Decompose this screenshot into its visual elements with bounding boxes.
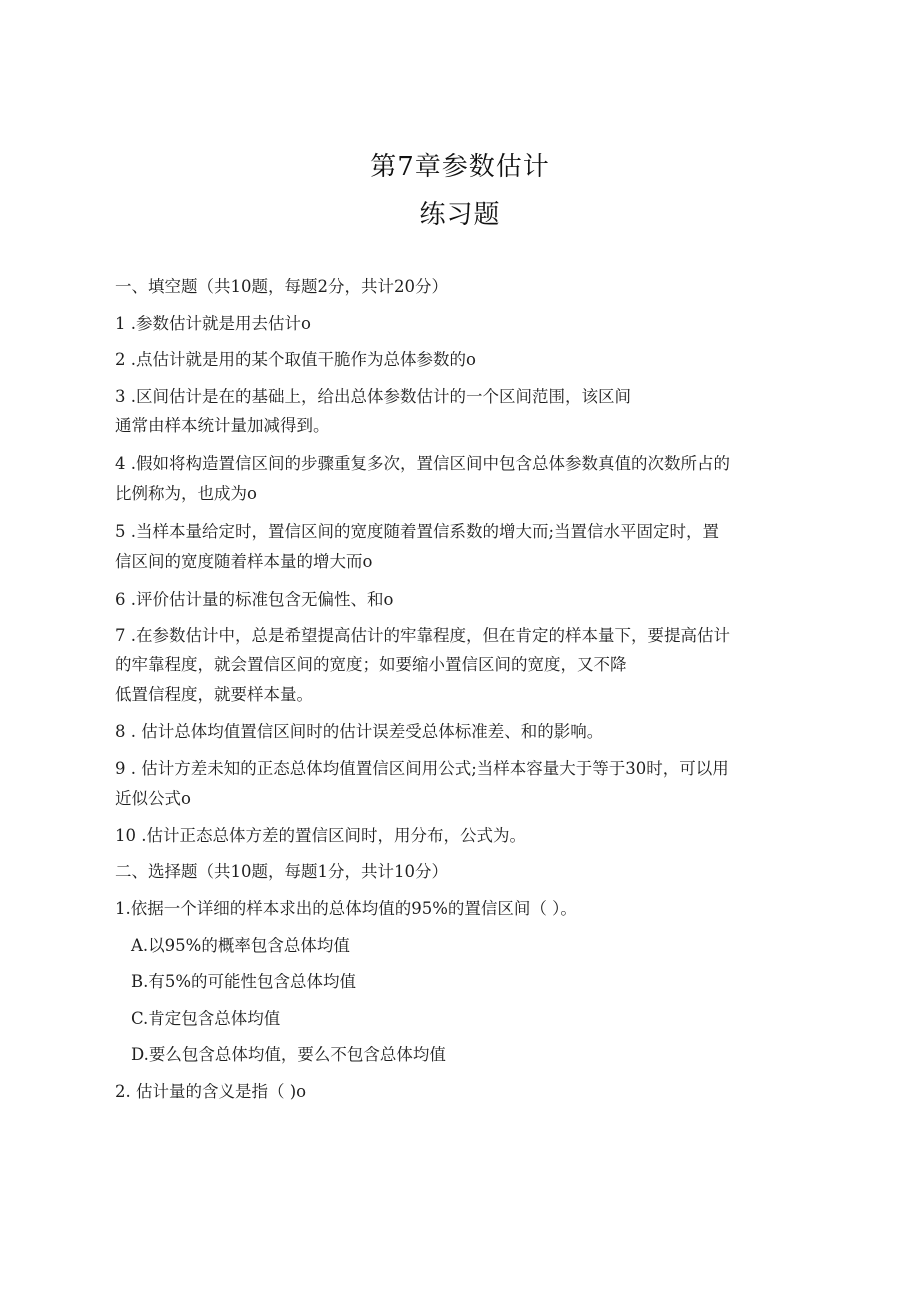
question-7-line-1: 7 .在参数估计中，总是希望提高估计的牢靠程度，但在肯定的样本量下，要提高估计	[115, 626, 730, 645]
choice-question-1-option-c: C.肯定包含总体均值	[131, 1009, 281, 1028]
question-9-line-1: 9 . 估计方差未知的正态总体均值置信区间用公式;当样本容量大于等于30时，可以用	[115, 759, 729, 778]
question-2-line-1: 2 .点估计就是用的某个取值干脆作为总体参数的o	[115, 350, 476, 369]
question-8-line-1: 8 . 估计总体均值置信区间时的估计误差受总体标准差、和的影响。	[115, 722, 604, 741]
question-4-line-2: 比例称为，也成为o	[115, 484, 257, 503]
question-4-line-1: 4 .假如将构造置信区间的步骤重复多次，置信区间中包含总体参数真值的次数所占的	[115, 454, 730, 473]
choice-question-1-option-a: A.以95%的概率包含总体均值	[131, 936, 350, 955]
question-1-line-1: 1 .参数估计就是用去估计o	[115, 314, 311, 333]
question-3-line-1: 3 .区间估计是在的基础上，给出总体参数估计的一个区间范围，该区间	[115, 387, 631, 406]
question-5-line-1: 5 .当样本量给定时，置信区间的宽度随着置信系数的增大而;当置信水平固定时，置	[115, 522, 720, 541]
section-fill-heading: 一、填空题（共10题，每题2分，共计20分）	[115, 277, 448, 296]
question-7-line-3: 低置信程度，就要样本量。	[115, 685, 313, 704]
question-9-line-2: 近似公式o	[115, 789, 191, 808]
choice-question-1-stem: 1.依据一个详细的样本求出的总体均值的95%的置信区间（ ）。	[115, 899, 577, 918]
choice-question-1-option-b: B.有5%的可能性包含总体均值	[131, 972, 357, 991]
question-6-line-1: 6 .评价估计量的标准包含无偏性、和o	[115, 590, 394, 609]
section-choice-heading: 二、选择题（共10题，每题1分，共计10分）	[115, 862, 448, 881]
choice-question-1-option-d: D.要么包含总体均值，要么不包含总体均值	[131, 1045, 446, 1064]
choice-question-2-stem: 2. 估计量的含义是指（ )o	[115, 1082, 307, 1101]
question-10-line-1: 10 .估计正态总体方差的置信区间时，用分布，公式为。	[115, 826, 526, 845]
question-7-line-2: 的牢靠程度，就会置信区间的宽度；如要缩小置信区间的宽度，又不降	[115, 655, 627, 674]
question-3-line-2: 通常由样本统计量加减得到。	[115, 416, 330, 435]
question-5-line-2: 信区间的宽度随着样本量的增大而o	[115, 552, 373, 571]
document-subtitle: 练习题	[419, 200, 501, 230]
document-title: 第7章参数估计	[370, 152, 550, 182]
